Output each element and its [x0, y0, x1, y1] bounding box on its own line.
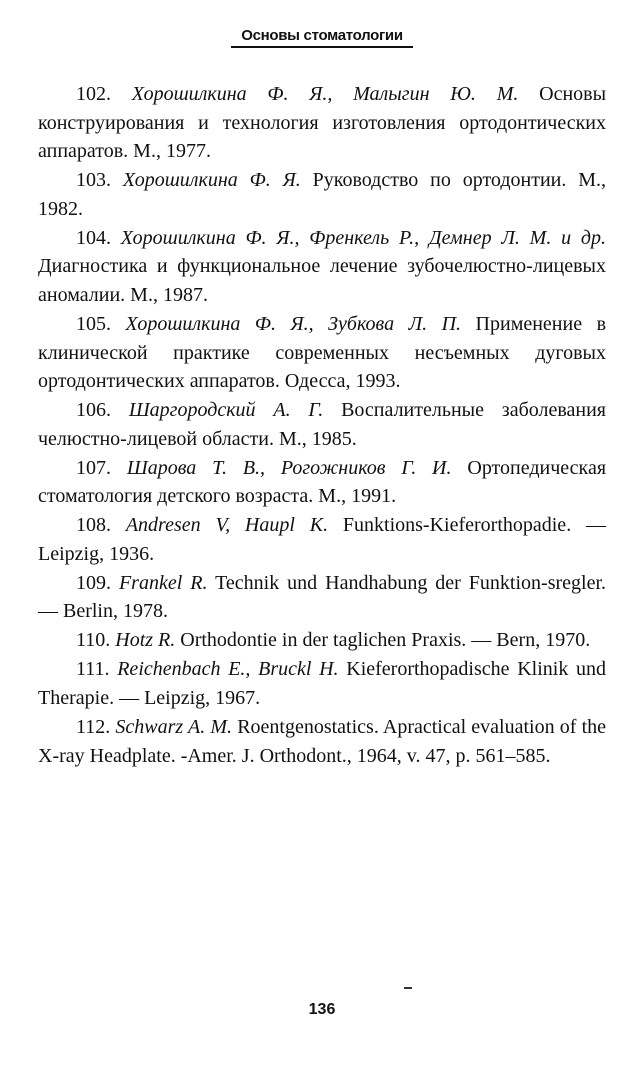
reference-number: 107. [76, 456, 111, 479]
reference-number: 103. [76, 169, 111, 192]
page-number: 136 [308, 1001, 336, 1018]
reference-number: 109. [76, 571, 111, 594]
reference-authors: Хорошилкина Ф. Я., Малыгин Ю. М. [131, 83, 519, 105]
reference-item [38, 80, 606, 166]
reference-number: 112. [76, 715, 111, 738]
reference-item [38, 713, 606, 770]
reference-authors: Reichenbach E., Bruckl H. [117, 658, 339, 681]
reference-authors: Хорошилкина Ф. Я., Зубкова Л. П. [125, 312, 462, 335]
reference-title: Orthodontie in der taglichen Praxis. — Bern, 1970. [180, 629, 591, 652]
reference-title: Technik und Handhabung der Funktion-sregler. — Berlin, 1978. [38, 571, 607, 623]
reference-authors: Хорошилкина Ф. Я., Френкель Р., Демнер Л. М. и др. [120, 226, 606, 249]
running-head [0, 27, 644, 48]
reference-item [38, 166, 606, 223]
reference-item [38, 310, 606, 396]
reference-title: Диагностика и функциональное лечение зубочелюстно-лицевых аномалии. М., 1987. [38, 255, 606, 306]
reference-item [38, 454, 606, 511]
reference-title: Roentgenostatics. Apractical evaluation of the X-ray Headplate. -Amer. J. Orthodont., 1964, v. 47, p. 561–585. [38, 715, 607, 767]
reference-title: Руководство по ортодонтии. М., 1982. [38, 169, 607, 220]
reference-title: Воспалительные заболевания челюстно-лицевой области. М., 1985. [38, 399, 607, 450]
reference-number: 111. [76, 658, 110, 681]
reference-item [38, 655, 606, 712]
reference-number: 105. [76, 312, 111, 335]
reference-list [38, 80, 606, 771]
reference-title: Kieferorthopadische Klinik und Therapie. — Leipzig, 1967. [38, 658, 607, 709]
reference-title: Funktions-Kieferorthopadie. — Leipzig, 1936. [38, 514, 607, 565]
reference-authors: Шарова Т. В., Рогожников Г. И. [126, 456, 452, 479]
reference-item [38, 224, 606, 310]
reference-authors: Andresen V, Haupl K. [125, 514, 329, 537]
reference-number: 104. [76, 226, 111, 249]
reference-authors: Frankel R. [118, 571, 208, 594]
scan-mark [404, 987, 412, 989]
reference-title: Ортопедическая стоматология детского возраста. М., 1991. [38, 456, 607, 508]
reference-title: Применение в клинической практике современных несъемных дуговых ортодонтических аппаратов. Одесса, 1993. [38, 312, 607, 393]
running-head-title: Основы стоматологии [231, 27, 413, 48]
reference-item [38, 396, 606, 453]
reference-title: Основы конструирования и технология изготовления ортодонтических аппаратов. М., 1977. [38, 83, 607, 163]
reference-item [38, 569, 606, 626]
reference-item [38, 511, 606, 568]
reference-item [38, 626, 606, 655]
reference-authors: Хорошилкина Ф. Я. [122, 169, 301, 192]
reference-number: 102. [76, 83, 111, 105]
reference-number: 110. [76, 629, 111, 652]
reference-number: 106. [76, 399, 111, 422]
reference-authors: Schwarz A. M. [115, 715, 233, 738]
reference-authors: Шаргородский А. Г. [128, 399, 324, 422]
reference-authors: Hotz R. [115, 629, 176, 652]
reference-number: 108. [76, 514, 111, 537]
